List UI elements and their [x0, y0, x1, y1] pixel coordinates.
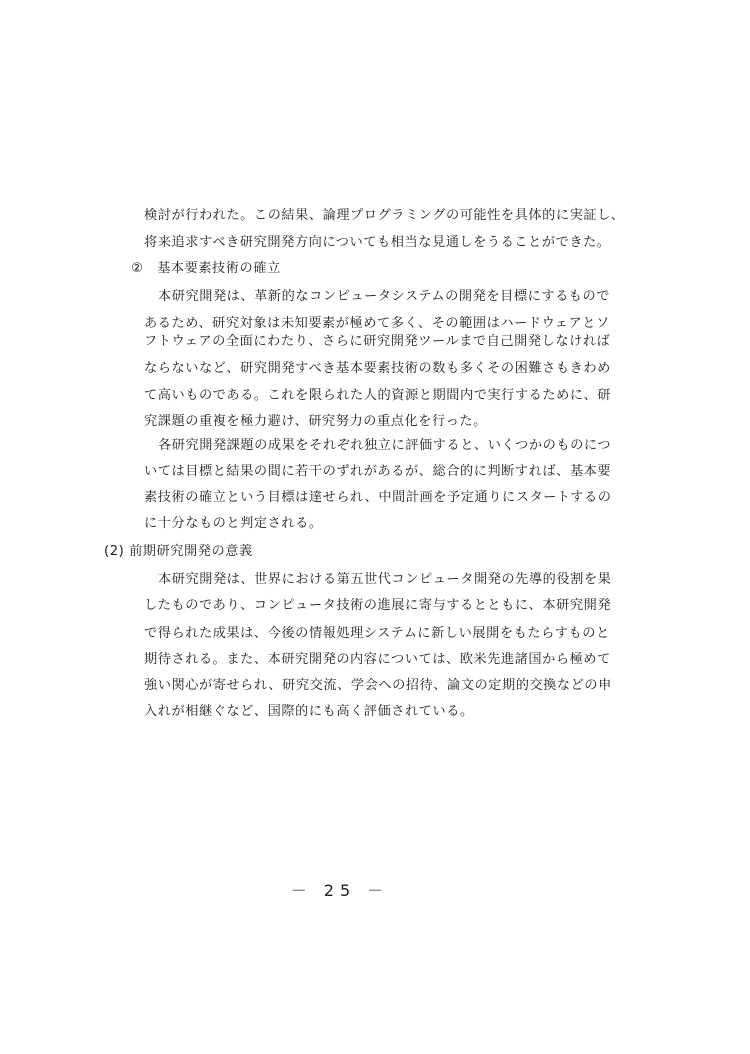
body-line-7: ならないなど、研究開発すべき基本要素技術の数も多くその困難さもきわめ [144, 361, 611, 376]
body-line-18: 期待される。また、本研究開発の内容については、欧米先進諸国から極めて [144, 652, 611, 667]
body-line-15: 本研究開発は、世界における第五世代コンピュータ開発の先導的役割を果 [158, 572, 612, 587]
body-line-6: フトウェアの全面にわたり、さらに研究開発ツールまで自己開発しなければ [144, 334, 611, 349]
body-line-16: したものであり、コンピュータ技術の進展に寄与するとともに、本研究開発 [144, 598, 612, 613]
body-line-5: あるため、研究対象は未知要素が極めて多く、その範囲はハードウェアとソ [144, 316, 610, 331]
body-line-8: て高いものである。これを限られた人的資源と期間内で実行するために、研 [144, 388, 612, 403]
body-line-10: 各研究開発課題の成果をそれぞれ独立に評価すると、いくつかのものにつ [158, 438, 612, 453]
body-line-11: いては目標と結果の間に若干のずれがあるが、総合的に判断すれば、基本要 [144, 464, 612, 479]
body-line-2: 将来追求すべき研究開発方向についても相当な見通しをうることができた。 [144, 235, 611, 250]
page-number: － 25 － [290, 881, 390, 900]
body-line-17: で得られた成果は、今後の情報処理システムに新しい展開をもたらすものと [144, 626, 610, 641]
body-line-1: 検討が行われた。この結果、論理プログラミングの可能性を具体的に実証し、 [144, 208, 625, 223]
body-line-12: 素技術の確立という目標は達せられ、中間計画を予定通りにスタートするの [144, 490, 612, 505]
section-heading-significance: (2) 前期研究開発の意義 [104, 544, 253, 559]
body-line-13: に十分なものと判定される。 [144, 516, 323, 531]
body-line-9: 究課題の重複を極力避け、研究努力の重点化を行った。 [144, 414, 487, 429]
body-line-19: 強い関心が寄せられ、研究交流、学会への招待、論文の定期的交換などの申 [144, 678, 612, 693]
section-heading-basic-element-technology: ② 基本要素技術の確立 [131, 261, 281, 276]
body-line-20: 入れが相継ぐなど、国際的にも高く評価されている。 [144, 704, 474, 719]
body-line-4: 本研究開発は、革新的なコンピュータシステムの開発を目標にするもので [158, 289, 611, 304]
